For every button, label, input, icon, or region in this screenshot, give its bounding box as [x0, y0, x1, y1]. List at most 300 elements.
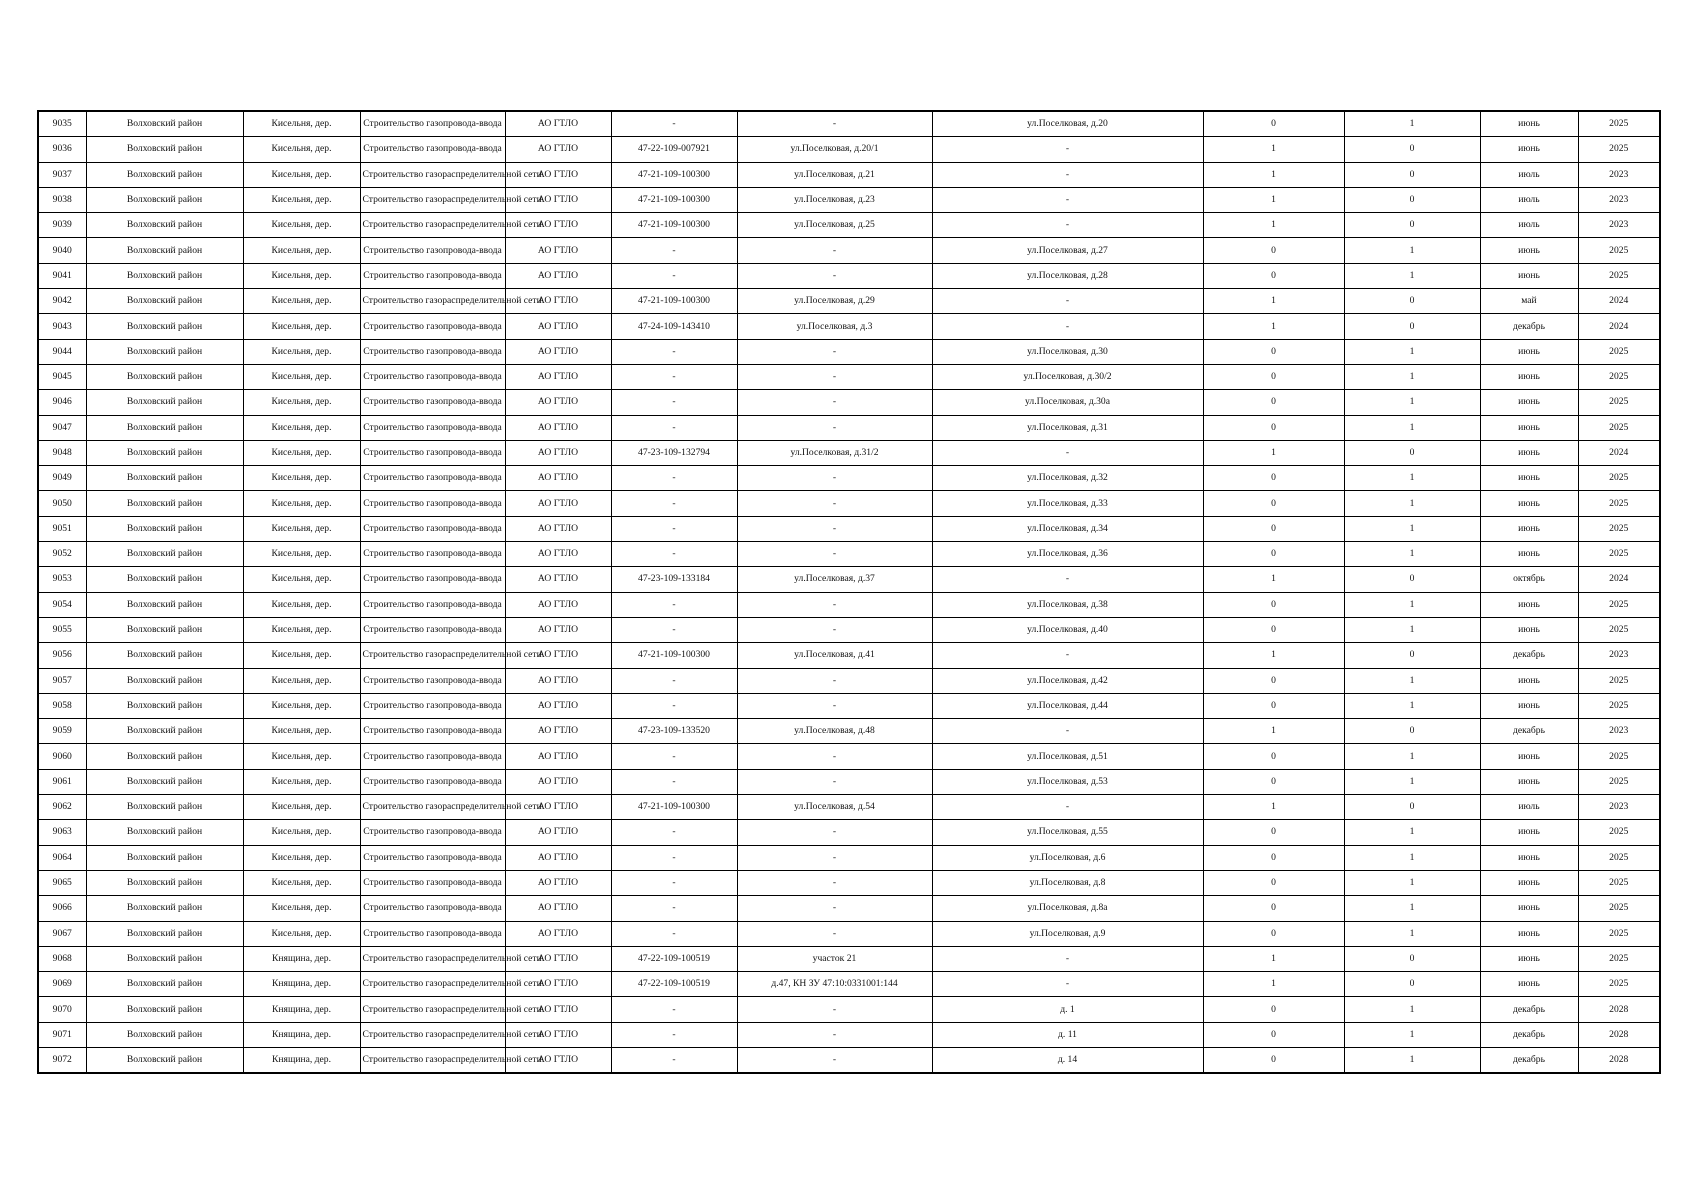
- object-address-cell: -: [737, 870, 932, 895]
- organization-cell: АО ГТЛО: [505, 187, 611, 212]
- object-address-cell: -: [737, 542, 932, 567]
- connection-address-cell: ул.Поселковая, д.9: [932, 921, 1203, 946]
- organization-cell: АО ГТЛО: [505, 896, 611, 921]
- cadastral-quarter-cell: 47-23-109-133184: [611, 567, 737, 592]
- cadastral-quarter-cell: -: [611, 744, 737, 769]
- work-type-cell: Строительство газопровода-ввода: [360, 769, 505, 794]
- table-row: [38, 364, 1660, 389]
- object-address-cell: -: [737, 592, 932, 617]
- object-address-cell: -: [737, 921, 932, 946]
- work-type-cell: Строительство газопровода-ввода: [360, 364, 505, 389]
- district-cell: Волховский район: [86, 314, 243, 339]
- settlement-cell: Кисельня, дер.: [243, 542, 360, 567]
- cadastral-quarter-cell: 47-21-109-100300: [611, 162, 737, 187]
- work-type-cell: Строительство газораспределительной сети: [360, 213, 505, 238]
- table-body: [38, 111, 1660, 1073]
- table-row: [38, 187, 1660, 212]
- table-row: [38, 542, 1660, 567]
- row-number: 9067: [38, 921, 86, 946]
- month-cell: май: [1480, 289, 1578, 314]
- row-number: 9035: [38, 111, 86, 137]
- count-b-cell: 0: [1344, 795, 1480, 820]
- row-number: 9040: [38, 238, 86, 263]
- work-type-cell: Строительство газопровода-ввода: [360, 314, 505, 339]
- year-cell: 2023: [1578, 213, 1660, 238]
- object-address-cell: ул.Поселковая, д.41: [737, 643, 932, 668]
- connection-address-cell: ул.Поселковая, д.51: [932, 744, 1203, 769]
- table-row: [38, 795, 1660, 820]
- row-number: 9065: [38, 870, 86, 895]
- month-cell: июль: [1480, 795, 1578, 820]
- count-a-cell: 0: [1203, 339, 1344, 364]
- row-number: 9049: [38, 466, 86, 491]
- month-cell: июнь: [1480, 592, 1578, 617]
- count-b-cell: 1: [1344, 668, 1480, 693]
- district-cell: Волховский район: [86, 516, 243, 541]
- year-cell: 2025: [1578, 617, 1660, 642]
- settlement-cell: Кисельня, дер.: [243, 668, 360, 693]
- connection-address-cell: -: [932, 289, 1203, 314]
- row-number: 9071: [38, 1022, 86, 1047]
- month-cell: декабрь: [1480, 997, 1578, 1022]
- cadastral-quarter-cell: 47-22-109-100519: [611, 972, 737, 997]
- count-a-cell: 0: [1203, 617, 1344, 642]
- row-number: 9061: [38, 769, 86, 794]
- count-a-cell: 0: [1203, 668, 1344, 693]
- settlement-cell: Кисельня, дер.: [243, 617, 360, 642]
- organization-cell: АО ГТЛО: [505, 137, 611, 162]
- cadastral-quarter-cell: -: [611, 415, 737, 440]
- table-row: [38, 972, 1660, 997]
- cadastral-quarter-cell: 47-23-109-132794: [611, 440, 737, 465]
- year-cell: 2025: [1578, 921, 1660, 946]
- object-address-cell: ул.Поселковая, д.20/1: [737, 137, 932, 162]
- organization-cell: АО ГТЛО: [505, 542, 611, 567]
- cadastral-quarter-cell: 47-21-109-100300: [611, 289, 737, 314]
- year-cell: 2023: [1578, 795, 1660, 820]
- count-b-cell: 1: [1344, 339, 1480, 364]
- year-cell: 2025: [1578, 466, 1660, 491]
- month-cell: июнь: [1480, 668, 1578, 693]
- year-cell: 2025: [1578, 668, 1660, 693]
- year-cell: 2028: [1578, 1047, 1660, 1073]
- cadastral-quarter-cell: -: [611, 845, 737, 870]
- connection-address-cell: ул.Поселковая, д.8а: [932, 896, 1203, 921]
- district-cell: Волховский район: [86, 592, 243, 617]
- month-cell: июль: [1480, 162, 1578, 187]
- organization-cell: АО ГТЛО: [505, 289, 611, 314]
- table-row: [38, 744, 1660, 769]
- district-cell: Волховский район: [86, 137, 243, 162]
- count-a-cell: 0: [1203, 1047, 1344, 1073]
- connection-address-cell: ул.Поселковая, д.20: [932, 111, 1203, 137]
- count-a-cell: 0: [1203, 769, 1344, 794]
- table-row: [38, 162, 1660, 187]
- table-row: [38, 668, 1660, 693]
- organization-cell: АО ГТЛО: [505, 643, 611, 668]
- row-number: 9050: [38, 491, 86, 516]
- year-cell: 2028: [1578, 1022, 1660, 1047]
- cadastral-quarter-cell: -: [611, 542, 737, 567]
- count-b-cell: 0: [1344, 567, 1480, 592]
- work-type-cell: Строительство газораспределительной сети: [360, 972, 505, 997]
- table-row: [38, 896, 1660, 921]
- district-cell: Волховский район: [86, 187, 243, 212]
- work-type-cell: Строительство газопровода-ввода: [360, 466, 505, 491]
- work-type-cell: Строительство газопровода-ввода: [360, 896, 505, 921]
- count-b-cell: 1: [1344, 997, 1480, 1022]
- month-cell: июнь: [1480, 263, 1578, 288]
- object-address-cell: -: [737, 997, 932, 1022]
- work-type-cell: Строительство газораспределительной сети: [360, 643, 505, 668]
- object-address-cell: -: [737, 896, 932, 921]
- district-cell: Волховский район: [86, 946, 243, 971]
- connection-address-cell: д. 1: [932, 997, 1203, 1022]
- district-cell: Волховский район: [86, 339, 243, 364]
- settlement-cell: Кисельня, дер.: [243, 162, 360, 187]
- work-type-cell: Строительство газопровода-ввода: [360, 339, 505, 364]
- district-cell: Волховский район: [86, 668, 243, 693]
- district-cell: Волховский район: [86, 643, 243, 668]
- settlement-cell: Кисельня, дер.: [243, 466, 360, 491]
- year-cell: 2025: [1578, 769, 1660, 794]
- count-a-cell: 1: [1203, 946, 1344, 971]
- row-number: 9052: [38, 542, 86, 567]
- organization-cell: АО ГТЛО: [505, 111, 611, 137]
- count-a-cell: 0: [1203, 870, 1344, 895]
- organization-cell: АО ГТЛО: [505, 921, 611, 946]
- district-cell: Волховский район: [86, 415, 243, 440]
- cadastral-quarter-cell: -: [611, 1047, 737, 1073]
- count-a-cell: 1: [1203, 567, 1344, 592]
- year-cell: 2025: [1578, 364, 1660, 389]
- settlement-cell: Кисельня, дер.: [243, 693, 360, 718]
- connection-address-cell: ул.Поселковая, д.42: [932, 668, 1203, 693]
- cadastral-quarter-cell: 47-22-109-100519: [611, 946, 737, 971]
- row-number: 9037: [38, 162, 86, 187]
- count-b-cell: 1: [1344, 592, 1480, 617]
- organization-cell: АО ГТЛО: [505, 491, 611, 516]
- connection-address-cell: ул.Поселковая, д.30: [932, 339, 1203, 364]
- settlement-cell: Кисельня, дер.: [243, 769, 360, 794]
- organization-cell: АО ГТЛО: [505, 693, 611, 718]
- connection-address-cell: ул.Поселковая, д.44: [932, 693, 1203, 718]
- month-cell: июль: [1480, 187, 1578, 212]
- district-cell: Волховский район: [86, 364, 243, 389]
- count-b-cell: 0: [1344, 972, 1480, 997]
- count-b-cell: 1: [1344, 693, 1480, 718]
- cadastral-quarter-cell: -: [611, 769, 737, 794]
- settlement-cell: Кисельня, дер.: [243, 415, 360, 440]
- settlement-cell: Княщина, дер.: [243, 1047, 360, 1073]
- connection-address-cell: ул.Поселковая, д.31: [932, 415, 1203, 440]
- settlement-cell: Кисельня, дер.: [243, 213, 360, 238]
- settlement-cell: Кисельня, дер.: [243, 111, 360, 137]
- count-a-cell: 0: [1203, 390, 1344, 415]
- object-address-cell: -: [737, 390, 932, 415]
- connection-address-cell: -: [932, 213, 1203, 238]
- connection-address-cell: ул.Поселковая, д.27: [932, 238, 1203, 263]
- object-address-cell: -: [737, 820, 932, 845]
- year-cell: 2025: [1578, 744, 1660, 769]
- gas-connection-table: [37, 110, 1661, 1074]
- table-row: [38, 946, 1660, 971]
- count-b-cell: 0: [1344, 162, 1480, 187]
- year-cell: 2025: [1578, 896, 1660, 921]
- count-b-cell: 0: [1344, 719, 1480, 744]
- count-b-cell: 1: [1344, 415, 1480, 440]
- work-type-cell: Строительство газопровода-ввода: [360, 820, 505, 845]
- object-address-cell: -: [737, 693, 932, 718]
- table-row: [38, 339, 1660, 364]
- connection-address-cell: -: [932, 440, 1203, 465]
- connection-address-cell: -: [932, 162, 1203, 187]
- month-cell: июнь: [1480, 238, 1578, 263]
- work-type-cell: Строительство газопровода-ввода: [360, 542, 505, 567]
- table-row: [38, 643, 1660, 668]
- count-b-cell: 1: [1344, 466, 1480, 491]
- object-address-cell: -: [737, 111, 932, 137]
- count-a-cell: 0: [1203, 516, 1344, 541]
- organization-cell: АО ГТЛО: [505, 364, 611, 389]
- row-number: 9038: [38, 187, 86, 212]
- count-b-cell: 0: [1344, 213, 1480, 238]
- object-address-cell: -: [737, 744, 932, 769]
- object-address-cell: -: [737, 516, 932, 541]
- connection-address-cell: ул.Поселковая, д.33: [932, 491, 1203, 516]
- connection-address-cell: -: [932, 567, 1203, 592]
- month-cell: июнь: [1480, 946, 1578, 971]
- cadastral-quarter-cell: -: [611, 111, 737, 137]
- row-number: 9068: [38, 946, 86, 971]
- settlement-cell: Кисельня, дер.: [243, 567, 360, 592]
- work-type-cell: Строительство газопровода-ввода: [360, 870, 505, 895]
- count-b-cell: 1: [1344, 870, 1480, 895]
- year-cell: 2023: [1578, 643, 1660, 668]
- object-address-cell: ул.Поселковая, д.23: [737, 187, 932, 212]
- settlement-cell: Кисельня, дер.: [243, 263, 360, 288]
- object-address-cell: -: [737, 668, 932, 693]
- cadastral-quarter-cell: 47-21-109-100300: [611, 213, 737, 238]
- count-a-cell: 1: [1203, 719, 1344, 744]
- cadastral-quarter-cell: 47-21-109-100300: [611, 643, 737, 668]
- table-row: [38, 263, 1660, 288]
- row-number: 9041: [38, 263, 86, 288]
- object-address-cell: ул.Поселковая, д.3: [737, 314, 932, 339]
- organization-cell: АО ГТЛО: [505, 516, 611, 541]
- year-cell: 2025: [1578, 415, 1660, 440]
- table-row: [38, 719, 1660, 744]
- settlement-cell: Кисельня, дер.: [243, 921, 360, 946]
- table-row: [38, 289, 1660, 314]
- work-type-cell: Строительство газопровода-ввода: [360, 137, 505, 162]
- year-cell: 2025: [1578, 693, 1660, 718]
- row-number: 9056: [38, 643, 86, 668]
- object-address-cell: -: [737, 415, 932, 440]
- district-cell: Волховский район: [86, 390, 243, 415]
- district-cell: Волховский район: [86, 870, 243, 895]
- month-cell: июнь: [1480, 845, 1578, 870]
- connection-address-cell: ул.Поселковая, д.32: [932, 466, 1203, 491]
- object-address-cell: -: [737, 769, 932, 794]
- work-type-cell: Строительство газораспределительной сети: [360, 997, 505, 1022]
- cadastral-quarter-cell: -: [611, 896, 737, 921]
- cadastral-quarter-cell: -: [611, 238, 737, 263]
- table-row: [38, 466, 1660, 491]
- settlement-cell: Кисельня, дер.: [243, 339, 360, 364]
- month-cell: июнь: [1480, 617, 1578, 642]
- object-address-cell: ул.Поселковая, д.54: [737, 795, 932, 820]
- organization-cell: АО ГТЛО: [505, 415, 611, 440]
- district-cell: Волховский район: [86, 769, 243, 794]
- count-b-cell: 0: [1344, 314, 1480, 339]
- year-cell: 2025: [1578, 238, 1660, 263]
- district-cell: Волховский район: [86, 542, 243, 567]
- connection-address-cell: -: [932, 137, 1203, 162]
- settlement-cell: Кисельня, дер.: [243, 289, 360, 314]
- count-a-cell: 0: [1203, 111, 1344, 137]
- month-cell: июнь: [1480, 415, 1578, 440]
- row-number: 9059: [38, 719, 86, 744]
- settlement-cell: Княщина, дер.: [243, 997, 360, 1022]
- month-cell: декабрь: [1480, 719, 1578, 744]
- count-a-cell: 0: [1203, 1022, 1344, 1047]
- row-number: 9051: [38, 516, 86, 541]
- row-number: 9036: [38, 137, 86, 162]
- connection-address-cell: -: [932, 795, 1203, 820]
- organization-cell: АО ГТЛО: [505, 567, 611, 592]
- count-b-cell: 1: [1344, 364, 1480, 389]
- year-cell: 2028: [1578, 997, 1660, 1022]
- table-row: [38, 415, 1660, 440]
- connection-address-cell: ул.Поселковая, д.34: [932, 516, 1203, 541]
- organization-cell: АО ГТЛО: [505, 390, 611, 415]
- month-cell: июнь: [1480, 466, 1578, 491]
- table-row: [38, 491, 1660, 516]
- row-number: 9060: [38, 744, 86, 769]
- row-number: 9047: [38, 415, 86, 440]
- cadastral-quarter-cell: 47-22-109-007921: [611, 137, 737, 162]
- row-number: 9062: [38, 795, 86, 820]
- count-a-cell: 0: [1203, 921, 1344, 946]
- month-cell: декабрь: [1480, 1022, 1578, 1047]
- work-type-cell: Строительство газопровода-ввода: [360, 693, 505, 718]
- row-number: 9064: [38, 845, 86, 870]
- district-cell: Волховский район: [86, 997, 243, 1022]
- table-row: [38, 820, 1660, 845]
- work-type-cell: Строительство газопровода-ввода: [360, 744, 505, 769]
- year-cell: 2025: [1578, 972, 1660, 997]
- count-a-cell: 0: [1203, 997, 1344, 1022]
- count-a-cell: 0: [1203, 845, 1344, 870]
- table-row: [38, 314, 1660, 339]
- cadastral-quarter-cell: -: [611, 921, 737, 946]
- count-b-cell: 0: [1344, 946, 1480, 971]
- organization-cell: АО ГТЛО: [505, 997, 611, 1022]
- district-cell: Волховский район: [86, 617, 243, 642]
- year-cell: 2024: [1578, 567, 1660, 592]
- month-cell: июнь: [1480, 516, 1578, 541]
- work-type-cell: Строительство газораспределительной сети: [360, 1022, 505, 1047]
- settlement-cell: Княщина, дер.: [243, 946, 360, 971]
- row-number: 9044: [38, 339, 86, 364]
- table-row: [38, 516, 1660, 541]
- month-cell: июнь: [1480, 896, 1578, 921]
- work-type-cell: Строительство газопровода-ввода: [360, 921, 505, 946]
- year-cell: 2025: [1578, 491, 1660, 516]
- month-cell: декабрь: [1480, 314, 1578, 339]
- work-type-cell: Строительство газопровода-ввода: [360, 491, 505, 516]
- district-cell: Волховский район: [86, 820, 243, 845]
- district-cell: Волховский район: [86, 845, 243, 870]
- table-row: [38, 238, 1660, 263]
- count-b-cell: 0: [1344, 440, 1480, 465]
- work-type-cell: Строительство газопровода-ввода: [360, 263, 505, 288]
- month-cell: июнь: [1480, 744, 1578, 769]
- table-row: [38, 1047, 1660, 1073]
- row-number: 9042: [38, 289, 86, 314]
- cadastral-quarter-cell: -: [611, 339, 737, 364]
- cadastral-quarter-cell: 47-21-109-100300: [611, 795, 737, 820]
- table-row: [38, 921, 1660, 946]
- month-cell: июнь: [1480, 440, 1578, 465]
- connection-address-cell: -: [932, 314, 1203, 339]
- year-cell: 2025: [1578, 263, 1660, 288]
- district-cell: Волховский район: [86, 972, 243, 997]
- object-address-cell: -: [737, 1022, 932, 1047]
- organization-cell: АО ГТЛО: [505, 339, 611, 364]
- count-b-cell: 0: [1344, 187, 1480, 212]
- count-b-cell: 1: [1344, 390, 1480, 415]
- object-address-cell: -: [737, 845, 932, 870]
- organization-cell: АО ГТЛО: [505, 162, 611, 187]
- settlement-cell: Кисельня, дер.: [243, 592, 360, 617]
- object-address-cell: ул.Поселковая, д.48: [737, 719, 932, 744]
- row-number: 9053: [38, 567, 86, 592]
- count-a-cell: 1: [1203, 972, 1344, 997]
- cadastral-quarter-cell: -: [611, 693, 737, 718]
- district-cell: Волховский район: [86, 693, 243, 718]
- district-cell: Волховский район: [86, 238, 243, 263]
- organization-cell: АО ГТЛО: [505, 972, 611, 997]
- row-number: 9063: [38, 820, 86, 845]
- count-a-cell: 1: [1203, 643, 1344, 668]
- district-cell: Волховский район: [86, 213, 243, 238]
- count-a-cell: 0: [1203, 744, 1344, 769]
- connection-address-cell: ул.Поселковая, д.8: [932, 870, 1203, 895]
- table-row: [38, 213, 1660, 238]
- table-row: [38, 592, 1660, 617]
- settlement-cell: Кисельня, дер.: [243, 719, 360, 744]
- table-row: [38, 997, 1660, 1022]
- table-row: [38, 390, 1660, 415]
- table-row: [38, 769, 1660, 794]
- object-address-cell: ул.Поселковая, д.21: [737, 162, 932, 187]
- connection-address-cell: -: [932, 643, 1203, 668]
- cadastral-quarter-cell: -: [611, 668, 737, 693]
- year-cell: 2025: [1578, 390, 1660, 415]
- year-cell: 2025: [1578, 946, 1660, 971]
- settlement-cell: Кисельня, дер.: [243, 896, 360, 921]
- work-type-cell: Строительство газораспределительной сети: [360, 187, 505, 212]
- work-type-cell: Строительство газораспределительной сети: [360, 946, 505, 971]
- organization-cell: АО ГТЛО: [505, 744, 611, 769]
- connection-address-cell: -: [932, 187, 1203, 212]
- settlement-cell: Кисельня, дер.: [243, 238, 360, 263]
- settlement-cell: Кисельня, дер.: [243, 516, 360, 541]
- row-number: 9072: [38, 1047, 86, 1073]
- count-b-cell: 1: [1344, 744, 1480, 769]
